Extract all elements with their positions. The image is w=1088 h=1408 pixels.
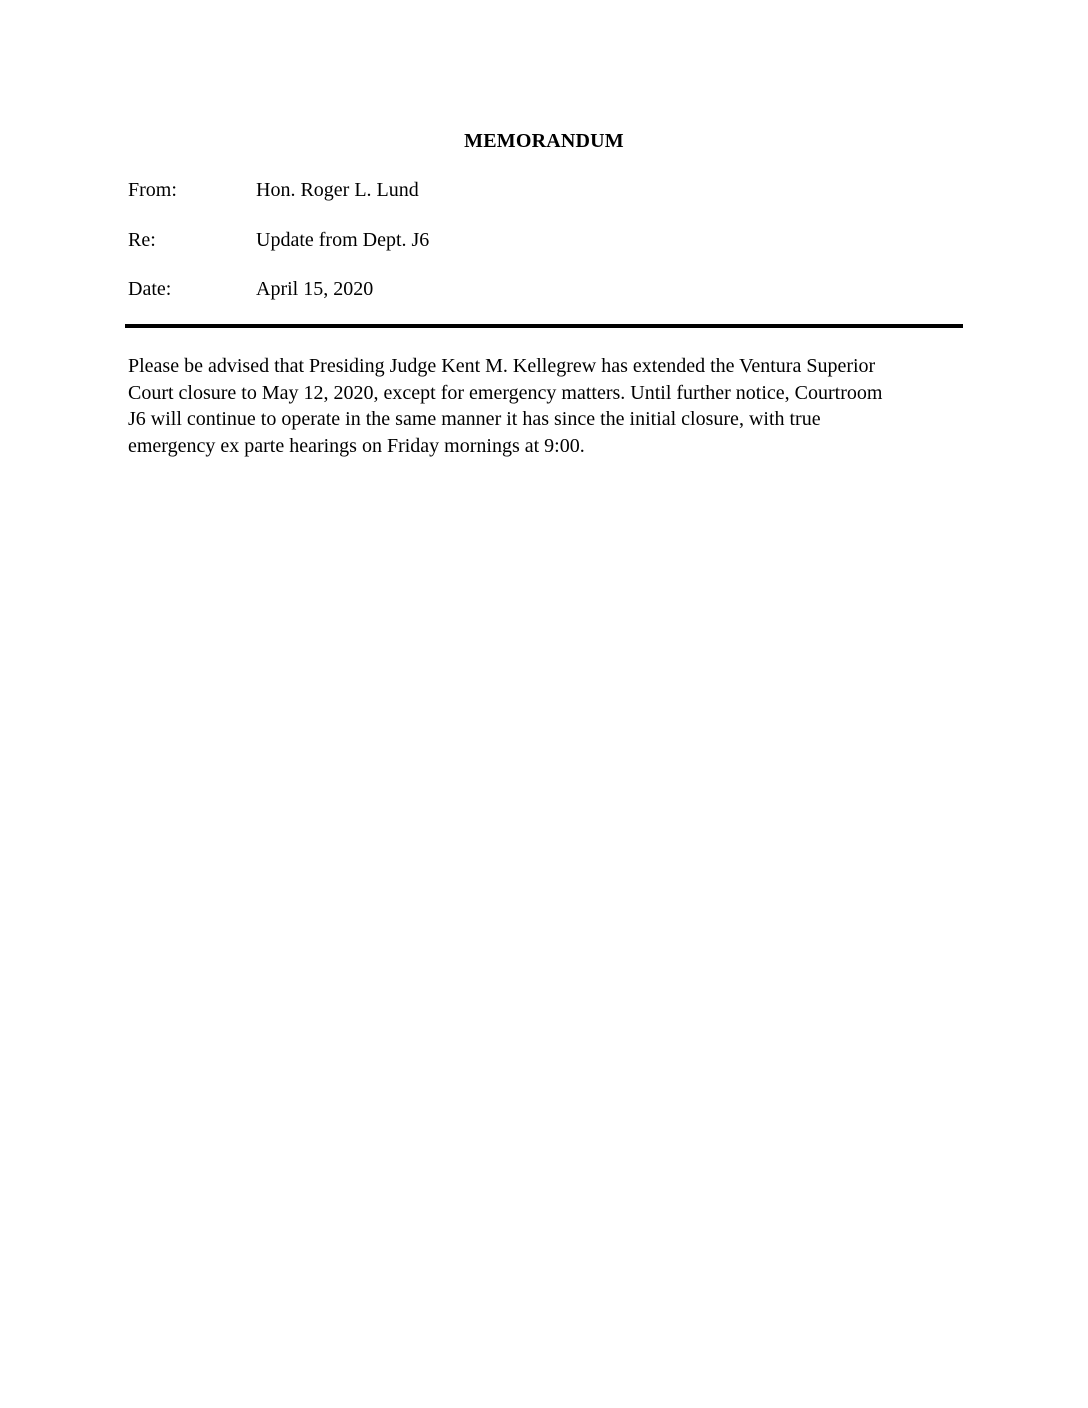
- memo-body: [128, 353, 950, 459]
- date-label: Date:: [128, 278, 172, 300]
- re-label: Re:: [128, 229, 156, 251]
- from-value: Hon. Roger L. Lund: [256, 179, 419, 201]
- date-value: April 15, 2020: [256, 278, 374, 300]
- body-line: Court closure to May 12, 2020, except for emergency matters. Until further notice, Courtroom: [128, 381, 883, 404]
- body-line: J6 will continue to operate in the same manner it has since the initial closure, with true: [128, 408, 821, 430]
- from-row: [128, 177, 968, 203]
- re-value: Update from Dept. J6: [256, 229, 430, 251]
- header-divider: [125, 324, 963, 328]
- body-line: Please be advised that Presiding Judge Kent M. Kellegrew has extended the Ventura Superior: [128, 355, 876, 377]
- date-row: [128, 276, 968, 302]
- from-label: From:: [128, 179, 177, 201]
- re-row: [128, 227, 968, 253]
- memo-title: MEMORANDUM: [464, 130, 624, 152]
- body-line: emergency ex parte hearings on Friday mornings at 9:00.: [128, 434, 585, 457]
